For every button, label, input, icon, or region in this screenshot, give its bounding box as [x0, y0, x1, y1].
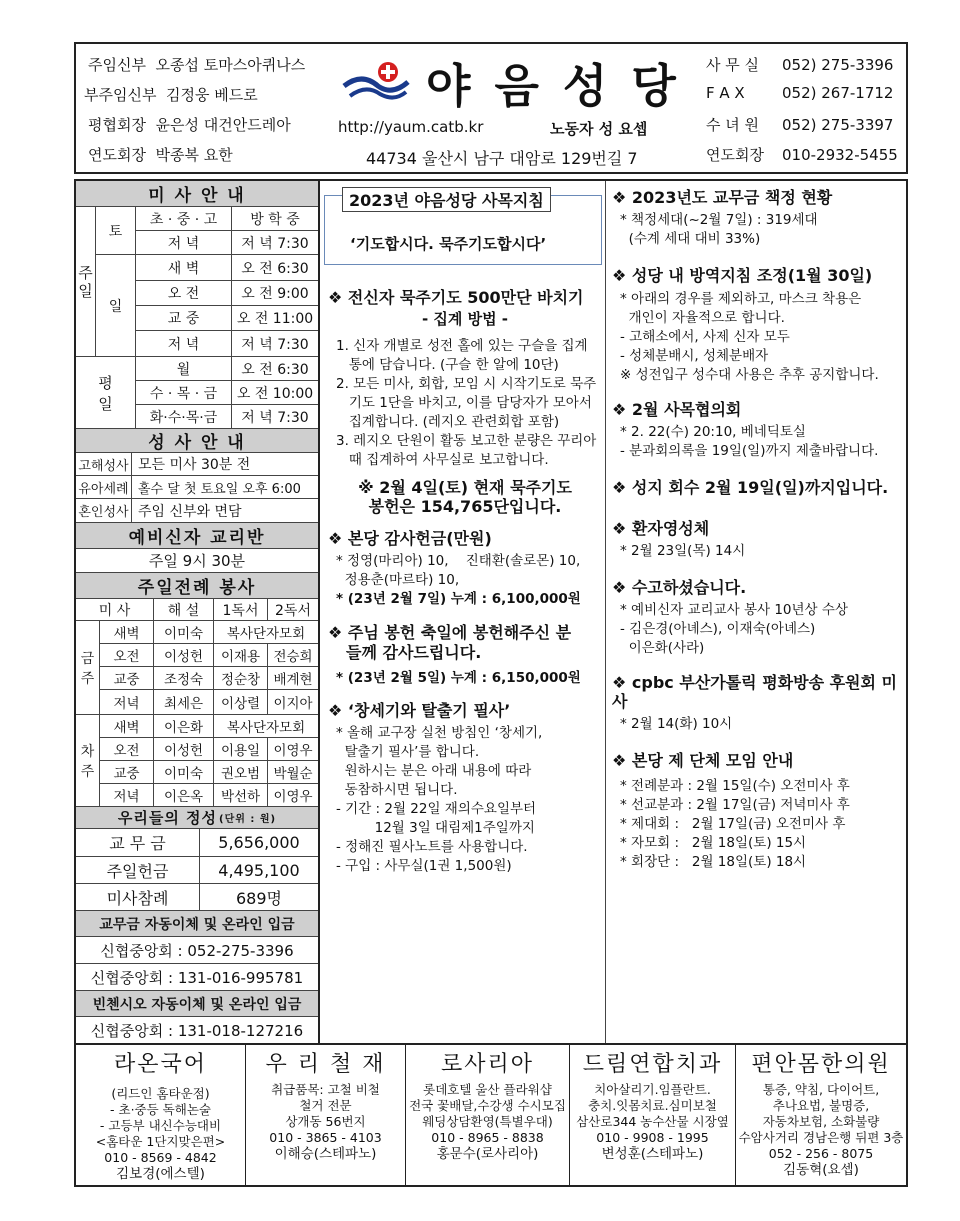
liturgy-cell: 이용일 [214, 738, 268, 761]
list-item: * 올해 교구장 실천 방침인 ‘창세기, [336, 725, 543, 742]
mass-name: 저 녁 [136, 331, 232, 357]
ad-line: 상개동 56번지 [285, 1114, 366, 1129]
sat-label: 토 [96, 207, 136, 255]
staff-row: 부주임신부 김정웅 베드로 [84, 86, 258, 104]
mass-time: 방 학 중 [232, 207, 318, 231]
mass-time: 저 녁 7:30 [232, 331, 318, 357]
mass-time: 저 녁 7:30 [232, 231, 318, 255]
liturgy-cell: 교중 [100, 667, 154, 690]
sun-label: 일 [96, 255, 136, 357]
section-title: ❖ 성당 내 방역지침 조정(1월 30일) [612, 266, 873, 286]
section-subtitle: - 집계 방법 - [421, 310, 509, 329]
offering-title: 우리들의 정성 (단위 : 원) [76, 807, 318, 829]
offering-value: 4,495,100 [200, 857, 318, 884]
liturgy-cell: 권오범 [214, 761, 268, 784]
middle-content [328, 289, 602, 876]
mass-name: 새 벽 [136, 255, 232, 281]
list-item: 기도 1단을 바치고, 이를 담당자가 모아서 [336, 394, 592, 411]
list-item: - 성체분배시, 성체분배자 [620, 347, 769, 364]
ad-title: 라온국어 [113, 1052, 207, 1077]
ad-cell [406, 1045, 570, 1185]
weekday-label: 평일 [76, 357, 136, 429]
list-item: * 아래의 경우를 제외하고, 마스크 착용은 [620, 290, 862, 307]
contact-row: F A X 052) 267-1712 [706, 84, 894, 102]
ad-cell [246, 1045, 406, 1185]
ad-title: 드림연합치과 [582, 1052, 723, 1077]
sacrament-title: 성 사 안 내 [76, 429, 318, 453]
s4-list [328, 724, 602, 876]
mass-name: 화·수·목·금 [136, 405, 232, 429]
liturgy-cell: 이성헌 [154, 738, 214, 761]
ad-line: 통증, 약침, 다이어트, [762, 1082, 880, 1097]
ad-line: 변성훈(스테파노) [601, 1146, 704, 1162]
r7-list [612, 715, 902, 734]
ad-line: 롯데호텔 울산 플라워샵 [423, 1082, 552, 1097]
list-item: 3. 레지오 단원이 활동 보고한 분량은 꾸리아 [336, 432, 597, 449]
section-title: ❖ 2023년도 교무금 책정 현황 [612, 188, 833, 207]
list-item: - 구입 : 사무실(1권 1,500원) [336, 858, 512, 875]
ad-line: 이해승(스테파노) [274, 1146, 377, 1162]
section-title: ❖ 환자영성체 [612, 518, 710, 538]
ad-line: - 초·중등 독해논술 [110, 1102, 211, 1117]
liturgy-cell: 이재용 [214, 644, 268, 667]
list-item: 때 집계하여 사무실로 보고합니다. [336, 451, 549, 468]
church-name: 야 음 성 당 [426, 59, 680, 113]
offering-value: 5,656,000 [200, 829, 318, 857]
contact-row: 수 녀 원 052) 275-3397 [706, 116, 894, 134]
ad-line: 010 - 8569 - 4842 [104, 1150, 217, 1165]
bank2-title: 빈첸시오 자동이체 및 온라인 입금 [76, 991, 318, 1017]
patron-saint: 노동자 성 요셉 [550, 120, 648, 138]
liturgy-cell: 이상렬 [214, 690, 268, 715]
church-address: 44734 울산시 남구 대암로 129번길 7 [366, 149, 638, 168]
list-item: 원하시는 분은 아래 내용에 따라 [336, 763, 532, 780]
list-item: 정용춘(마르타) 10, [336, 572, 460, 589]
ad-line: <홈타운 1단지맞은편> [95, 1134, 226, 1149]
header-box [74, 42, 908, 174]
middle-column [320, 181, 606, 1043]
staff-row: 연도회장 박종복 요한 [88, 146, 233, 164]
list-item: 통에 담습니다. (구슬 한 알에 10단) [336, 356, 559, 373]
motto-text: ‘기도합시다. 묵주기도합시다’ [350, 235, 547, 253]
sacrament-key: 혼인성사 [76, 499, 132, 523]
liturgy-cell: 이미숙 [154, 761, 214, 784]
staff-row: 주임신부 오종섭 토마스아퀴나스 [88, 56, 306, 74]
list-item: - 기간 : 2월 22일 재의수요일부터 [336, 801, 537, 818]
mass-name: 오 전 [136, 281, 232, 306]
ad-title: 로사리아 [440, 1052, 534, 1077]
bank1-row: 신협중앙회 : 052-275-3396 [76, 937, 318, 964]
sunday-label: 주일 [76, 207, 96, 357]
list-item: - 분과회의록을 19일(일)까지 제출바랍니다. [620, 443, 879, 460]
liturgy-cell: 전승희 [268, 644, 318, 667]
list-item: 집계합니다. (레지오 관련회합 포함) [336, 413, 560, 430]
liturgy-cell: 오전 [100, 738, 154, 761]
week-label: 금주 [76, 621, 100, 715]
church-url[interactable]: http://yaum.catb.kr [338, 118, 484, 136]
catechumen-time: 주일 9시 30분 [76, 549, 318, 573]
main-box [74, 179, 908, 1045]
liturgy-cell: 박월순 [268, 761, 318, 784]
list-item: * 제대회 : 2월 17일(금) 오전미사 후 [620, 815, 846, 832]
section-title: ❖ 2월 사목협의회 [612, 399, 742, 419]
mass-time: 오 전 6:30 [232, 255, 318, 281]
list-item: - 고해소에서, 사제 신자 모두 [620, 328, 790, 345]
ad-line: 추나요법, 불명증, [772, 1098, 870, 1113]
r6-list [612, 601, 902, 658]
ad-cell [76, 1045, 246, 1185]
section-title: ❖ 전신자 묵주기도 500만단 바치기 [328, 288, 584, 307]
liturgy-header: 2독서 [268, 599, 318, 621]
liturgy-cell: 박선하 [214, 784, 268, 807]
section-title: ❖ 성지 회수 2월 19일(일)까지입니다. [612, 478, 889, 498]
mass-time: 저 녁 7:30 [232, 405, 318, 429]
liturgy-header: 미 사 [76, 599, 154, 621]
offering-key: 미사참례 [76, 884, 200, 911]
r8-list [612, 777, 902, 872]
bank2-row: 신협중앙회 : 131-018-127216 [90, 1021, 304, 1040]
liturgy-cell: 정순창 [214, 667, 268, 690]
s2-list [328, 552, 602, 609]
liturgy-cell: 복사단자모회 [214, 621, 318, 644]
ad-line: 김보경(에스텔) [116, 1166, 205, 1182]
mass-time: 오 전 6:30 [232, 357, 318, 381]
s3-list [328, 669, 602, 688]
list-item: * 2월 14(화) 10시 [620, 716, 733, 733]
staff-row: 평협회장 윤은성 대건안드레아 [88, 116, 291, 134]
motto-title: 2023년 야음성당 사목지침 [342, 187, 551, 212]
ad-line: 홍문수(로사리아) [436, 1146, 539, 1162]
sacrament-key: 고해성사 [76, 453, 132, 476]
list-item: * 2. 22(수) 20:10, 베네딕토실 [620, 424, 806, 441]
liturgy-cell: 이영우 [268, 738, 318, 761]
liturgy-header: 1독서 [214, 599, 268, 621]
ad-title: 우 리 철 재 [265, 1052, 386, 1077]
ads-strip [74, 1045, 908, 1187]
mass-name: 월 [136, 357, 232, 381]
bank1-title: 교무금 자동이체 및 온라인 입금 [76, 911, 318, 937]
ad-line: 철거 전문 [299, 1098, 352, 1113]
ad-line: 052 - 256 - 8075 [768, 1146, 874, 1161]
r2-list [612, 290, 902, 385]
mass-time: 오 전 11:00 [232, 306, 318, 331]
mass-time: 오 전 9:00 [232, 281, 318, 306]
church-logo-icon [342, 58, 412, 102]
ad-line: 치아살리기.임플란트. [594, 1082, 711, 1097]
section-title: ❖ 주님 봉헌 축일에 봉헌해주신 분 들께 감사드립니다. [328, 623, 572, 663]
r3-list [612, 423, 902, 461]
liturgy-cell: 교중 [100, 761, 154, 784]
ad-line: 삼산로344 농수산물 시장옆 [576, 1114, 729, 1129]
section-title: ❖ 본당 감사헌금(만원) [328, 528, 492, 548]
liturgy-header: 해 설 [154, 599, 214, 621]
list-item: * 선교분과 : 2월 17일(금) 저녁미사 후 [620, 796, 850, 813]
list-item: 개인이 자율적으로 합니다. [620, 309, 785, 326]
list-item: 1. 신자 개별로 성전 홀에 있는 구슬을 집계 [336, 337, 588, 354]
ad-line: - 고등부 내신수능대비 [99, 1118, 222, 1133]
liturgy-cell: 이은화 [154, 715, 214, 738]
ad-line: 010 - 9908 - 1995 [596, 1130, 709, 1145]
contact-row: 연도회장 010-2932-5455 [706, 146, 898, 164]
list-item: ※ 성전입구 성수대 사용은 추후 공지합니다. [620, 366, 879, 383]
list-item: * 정영(마리아) 10, 진태환(솔로몬) 10, [336, 553, 581, 570]
section-title: ❖ 수고하셨습니다. [612, 577, 747, 597]
list-item: * 책정세대(~2월 7일) : 319세대 [620, 212, 818, 229]
list-item: 동참하시면 됩니다. [336, 782, 458, 799]
sacrament-value: 홀수 달 첫 토요일 오후 6:00 [132, 476, 318, 499]
r1-list [612, 211, 902, 249]
list-item: * (23년 2월 5일) 누계 : 6,150,000원 [336, 670, 581, 687]
left-info-table [76, 181, 320, 1043]
list-item: 이은화(사라) [620, 640, 705, 657]
ad-line: 취급품목: 고철 비철 [271, 1082, 380, 1097]
ad-line: 전국 꽃배달,수강생 수시모집 [409, 1098, 566, 1113]
ad-line: 010 - 8965 - 8838 [431, 1130, 544, 1145]
offering-key: 주일헌금 [76, 857, 200, 884]
list-item: - 김은경(아녜스), 이재숙(아녜스) [620, 621, 816, 638]
contact-row: 사 무 실 052) 275-3396 [706, 56, 894, 74]
liturgy-cell: 저녁 [100, 784, 154, 807]
liturgy-cell: 복사단자모회 [214, 715, 318, 738]
week-label: 차주 [76, 715, 100, 807]
ad-cell [736, 1045, 906, 1185]
list-item: - 정해진 필사노트를 사용합니다. [336, 839, 528, 856]
ad-title: 편안몸한의원 [751, 1052, 891, 1077]
section-title: ❖ ‘창세기와 탈출기 필사’ [328, 701, 511, 721]
liturgy-cell: 최세은 [154, 690, 214, 715]
liturgy-cell: 이영우 [268, 784, 318, 807]
mass-name: 수 · 목 · 금 [136, 381, 232, 405]
mass-name: 저 녁 [136, 231, 232, 255]
section-title: ❖ cpbc 부산가톨릭 평화방송 후원회 미사 [612, 673, 897, 711]
mass-time: 오 전 10:00 [232, 381, 318, 405]
offering-value: 689명 [200, 884, 318, 911]
mass-name: 초 · 중 · 고 [136, 207, 232, 231]
list-item: * 회장단 : 2월 18일(토) 18시 [620, 853, 807, 870]
list-item: * (23년 2월 7일) 누계 : 6,100,000원 [336, 591, 581, 608]
liturgy-cell: 배계현 [268, 667, 318, 690]
mass-name: 교 중 [136, 306, 232, 331]
offering-key: 교 무 금 [76, 829, 200, 857]
ad-cell [570, 1045, 736, 1185]
list-item: 탈출기 필사’를 합니다. [336, 744, 480, 761]
liturgy-cell: 이지아 [268, 690, 318, 715]
ad-line: (리드인 홈타운점) [111, 1086, 210, 1101]
right-column [612, 189, 902, 872]
ad-line: 웨딩상담환영(특별우대) [422, 1114, 553, 1129]
ad-line: 김동혁(요셉) [783, 1162, 859, 1178]
list-item: * 2월 23일(목) 14시 [620, 542, 746, 559]
liturgy-cell: 새벽 [100, 715, 154, 738]
ad-line: 자동차보험, 소화불량 [762, 1114, 880, 1129]
bank1-row: 신협중앙회 : 131-016-995781 [76, 964, 318, 991]
liturgy-cell: 조정숙 [154, 667, 214, 690]
rosary-note: ※ 2월 4일(토) 현재 묵주기도 봉헌은 154,765단입니다. [358, 477, 572, 516]
sacrament-value: 모든 미사 30분 전 [132, 453, 318, 476]
mass-title: 미 사 안 내 [76, 181, 318, 207]
liturgy-cell: 오전 [100, 644, 154, 667]
ad-line: 충치.잇몸치료.심미보철 [588, 1098, 717, 1113]
r5-list [612, 542, 902, 561]
liturgy-cell: 새벽 [100, 621, 154, 644]
list-item: * 예비신자 교리교사 봉사 10년상 수상 [620, 602, 848, 619]
list-item: 2. 모든 미사, 회합, 모임 시 시작기도로 묵주 [336, 375, 597, 392]
list-item: (수계 세대 대비 33%) [620, 231, 761, 248]
sacrament-key: 유아세례 [76, 476, 132, 499]
liturgy-cell: 이미숙 [154, 621, 214, 644]
liturgy-cell: 저녁 [100, 690, 154, 715]
list-item: * 전례분과 : 2월 15일(수) 오전미사 후 [620, 777, 850, 794]
liturgy-cell: 이성헌 [154, 644, 214, 667]
ad-line: 010 - 3865 - 4103 [269, 1130, 382, 1145]
liturgy-cell: 이은옥 [154, 784, 214, 807]
s1-list [328, 337, 602, 470]
ad-line: 수암사거리 경남은행 뒤편 3층 [738, 1130, 904, 1145]
sacrament-value: 주임 신부와 면담 [132, 499, 318, 523]
list-item: * 자모회 : 2월 18일(토) 15시 [620, 834, 807, 851]
liturgy-title: 주일전례 봉사 [76, 573, 318, 599]
catechumen-title: 예비신자 교리반 [76, 523, 318, 549]
section-title: ❖ 본당 제 단체 모임 안내 [612, 751, 794, 771]
list-item: 12월 3일 대림제1주일까지 [336, 820, 535, 837]
